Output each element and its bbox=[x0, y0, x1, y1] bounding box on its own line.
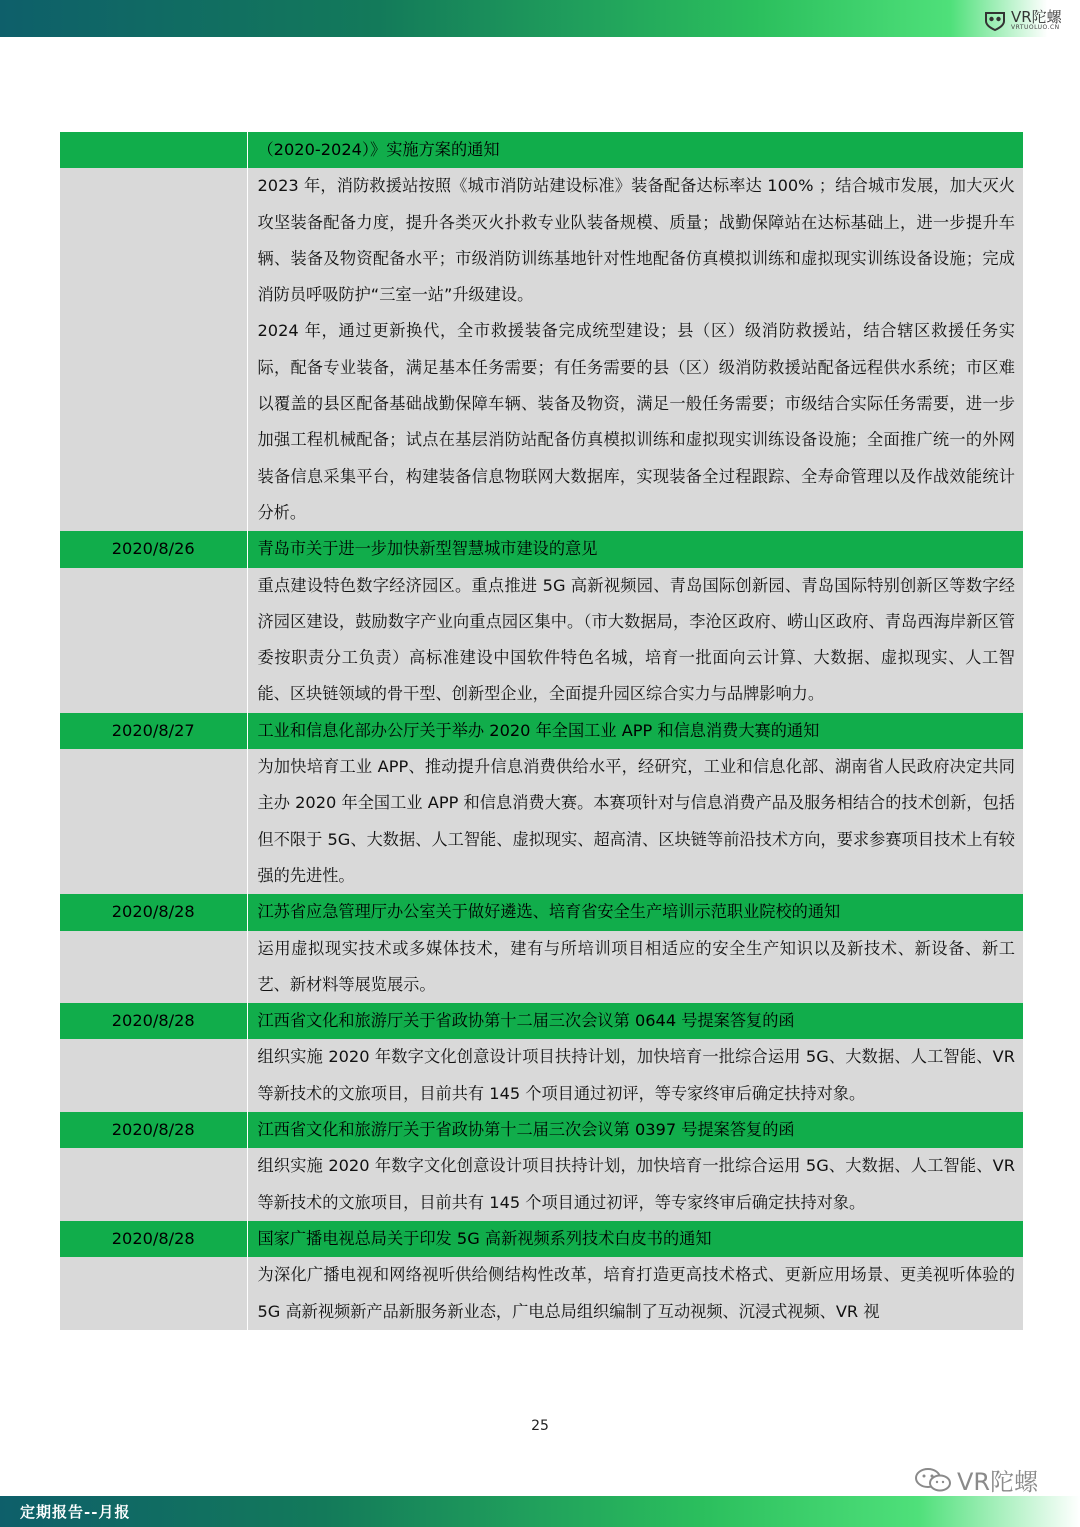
table-body-row bbox=[60, 568, 1023, 713]
row-body bbox=[247, 1257, 1023, 1330]
logo-text: VR陀螺 bbox=[1011, 7, 1062, 26]
body-paragraph: 运用虚拟现实技术或多媒体技术，建有与所培训项目相适应的安全生产知识以及新技术、新设备、新工艺、新材料等展览展示。 bbox=[257, 938, 1015, 994]
row-body bbox=[247, 1148, 1023, 1221]
logo-subtext: VRTUOLUO.CN bbox=[1011, 23, 1060, 31]
row-date: 2020/8/28 bbox=[60, 1003, 247, 1039]
row-date: 2020/8/28 bbox=[60, 1112, 247, 1148]
row-title: 国家广播电视总局关于印发 5G 高新视频系列技术白皮书的通知 bbox=[247, 1221, 1023, 1257]
table-header-row bbox=[60, 713, 1023, 749]
body-paragraph: 为深化广播电视和网络视听供给侧结构性改革，培育打造更高技术格式、更新应用场景、更美视听体验的 5G 高新视频新产品新服务新业态，广电总局组织编制了互动视频、沉浸式视频、VR 视 bbox=[257, 1265, 1015, 1321]
wechat-watermark bbox=[913, 1462, 1038, 1497]
table-body-row bbox=[60, 1148, 1023, 1221]
row-date: 2020/8/26 bbox=[60, 531, 247, 567]
header-bar bbox=[0, 0, 1080, 37]
row-body bbox=[247, 1039, 1023, 1112]
row-body bbox=[247, 568, 1023, 713]
body-paragraph: 为加快培育工业 APP、推动提升信息消费供给水平，经研究，工业和信息化部、湖南省人民政府决定共同主办 2020 年全国工业 APP 和信息消费大赛。本赛项针对与信息消费产品及服务相结合的技术创新，包括但不限于 5G、大数据、人工智能、虚拟现实、超高清、区块链等前沿技术方向，要求参赛项目技术上有较强的先进性。 bbox=[257, 757, 1015, 885]
footer-bar bbox=[0, 1496, 1080, 1527]
row-title: 江苏省应急管理厅办公室关于做好遴选、培育省安全生产培训示范职业院校的通知 bbox=[247, 894, 1023, 930]
table-header-row bbox=[60, 1112, 1023, 1148]
row-title: 工业和信息化部办公厅关于举办 2020 年全国工业 APP 和信息消费大赛的通知 bbox=[247, 713, 1023, 749]
table-header-row bbox=[60, 1221, 1023, 1257]
table-header-row bbox=[60, 1003, 1023, 1039]
row-date: 2020/8/27 bbox=[60, 713, 247, 749]
row-date-spacer bbox=[60, 1039, 247, 1112]
row-date-spacer bbox=[60, 931, 247, 1004]
row-date-spacer bbox=[60, 1148, 247, 1221]
table-body-row bbox=[60, 931, 1023, 1004]
row-date-spacer bbox=[60, 568, 247, 713]
row-date-spacer bbox=[60, 1257, 247, 1330]
row-date-spacer bbox=[60, 168, 247, 531]
row-date: 2020/8/28 bbox=[60, 1221, 247, 1257]
body-paragraph: 组织实施 2020 年数字文化创意设计项目扶持计划，加快培育一批综合运用 5G、大数据、人工智能、VR 等新技术的文旅项目，目前共有 145 个项目通过初评，等专家终审后确定扶持对象。 bbox=[257, 1047, 1015, 1103]
policy-table bbox=[60, 132, 1023, 1330]
body-paragraph: 2023 年，消防救援站按照《城市消防站建设标准》装备配备达标率达 100% ；结合城市发展，加大灭火攻坚装备配备力度，提升各类灭火扑救专业队装备规模、质量；战勤保障站在达标基础上，进一步提升车辆、装备及物资配备水平；市级消防训练基地针对性地配备仿真模拟训练和虚拟现实训练设备设施；完成消防员呼吸防护“三室一站”升级建设。 bbox=[257, 176, 1015, 305]
row-date-spacer bbox=[60, 749, 247, 894]
table-body-row bbox=[60, 1257, 1023, 1330]
table-body-row bbox=[60, 749, 1023, 894]
row-title: 江西省文化和旅游厅关于省政协第十二届三次会议第 0397 号提案答复的函 bbox=[247, 1112, 1023, 1148]
wechat-icon bbox=[913, 1465, 953, 1495]
page-number: 25 bbox=[531, 1418, 549, 1434]
vr-goggles-icon bbox=[982, 7, 1008, 33]
table-body-row bbox=[60, 1039, 1023, 1112]
row-date bbox=[60, 132, 247, 168]
body-paragraph: 组织实施 2020 年数字文化创意设计项目扶持计划，加快培育一批综合运用 5G、大数据、人工智能、VR 等新技术的文旅项目，目前共有 145 个项目通过初评，等专家终审后确定扶持对象。 bbox=[257, 1156, 1015, 1212]
watermark-text: VR陀螺 bbox=[957, 1468, 1039, 1496]
row-body bbox=[247, 168, 1023, 531]
row-title: （2020-2024）》实施方案的通知 bbox=[247, 132, 1023, 168]
brand-logo bbox=[982, 4, 1072, 36]
row-title: 江西省文化和旅游厅关于省政协第十二届三次会议第 0644 号提案答复的函 bbox=[247, 1003, 1023, 1039]
table-body-row bbox=[60, 168, 1023, 531]
body-paragraph: 重点建设特色数字经济园区。重点推进 5G 高新视频园、青岛国际创新园、青岛国际特别创新区等数字经济园区建设，鼓励数字产业向重点园区集中。（市大数据局，李沧区政府、崂山区政府、青岛西海岸新区管委按职责分工负责）高标准建设中国软件特色名城，培育一批面向云计算、大数据、虚拟现实、人工智能、区块链领域的骨干型、创新型企业，全面提升园区综合实力与品牌影响力。 bbox=[257, 575, 1015, 704]
row-body bbox=[247, 749, 1023, 894]
table-header-row bbox=[60, 894, 1023, 930]
row-title: 青岛市关于进一步加快新型智慧城市建设的意见 bbox=[247, 531, 1023, 567]
footer-label: 定期报告--月报 bbox=[20, 1503, 131, 1521]
table-header-row bbox=[60, 132, 1023, 168]
row-date: 2020/8/28 bbox=[60, 894, 247, 930]
row-body bbox=[247, 931, 1023, 1004]
body-paragraph: 2024 年，通过更新换代，全市救援装备完成统型建设；县（区）级消防救援站，结合辖区救援任务实际，配备专业装备，满足基本任务需要；有任务需要的县（区）级消防救援站配备远程供水系统；市区难以覆盖的县区配备基础战勤保障车辆、装备及物资，满足一般任务需要；市级结合实际任务需要，进一步加强工程机械配备；试点在基层消防站配备仿真模拟训练和虚拟现实训练设备设施；全面推广统一的外网装备信息采集平台，构建装备信息物联网大数据库，实现装备全过程跟踪、全寿命管理以及作战效能统计分析。 bbox=[257, 321, 1015, 522]
table-header-row bbox=[60, 531, 1023, 567]
